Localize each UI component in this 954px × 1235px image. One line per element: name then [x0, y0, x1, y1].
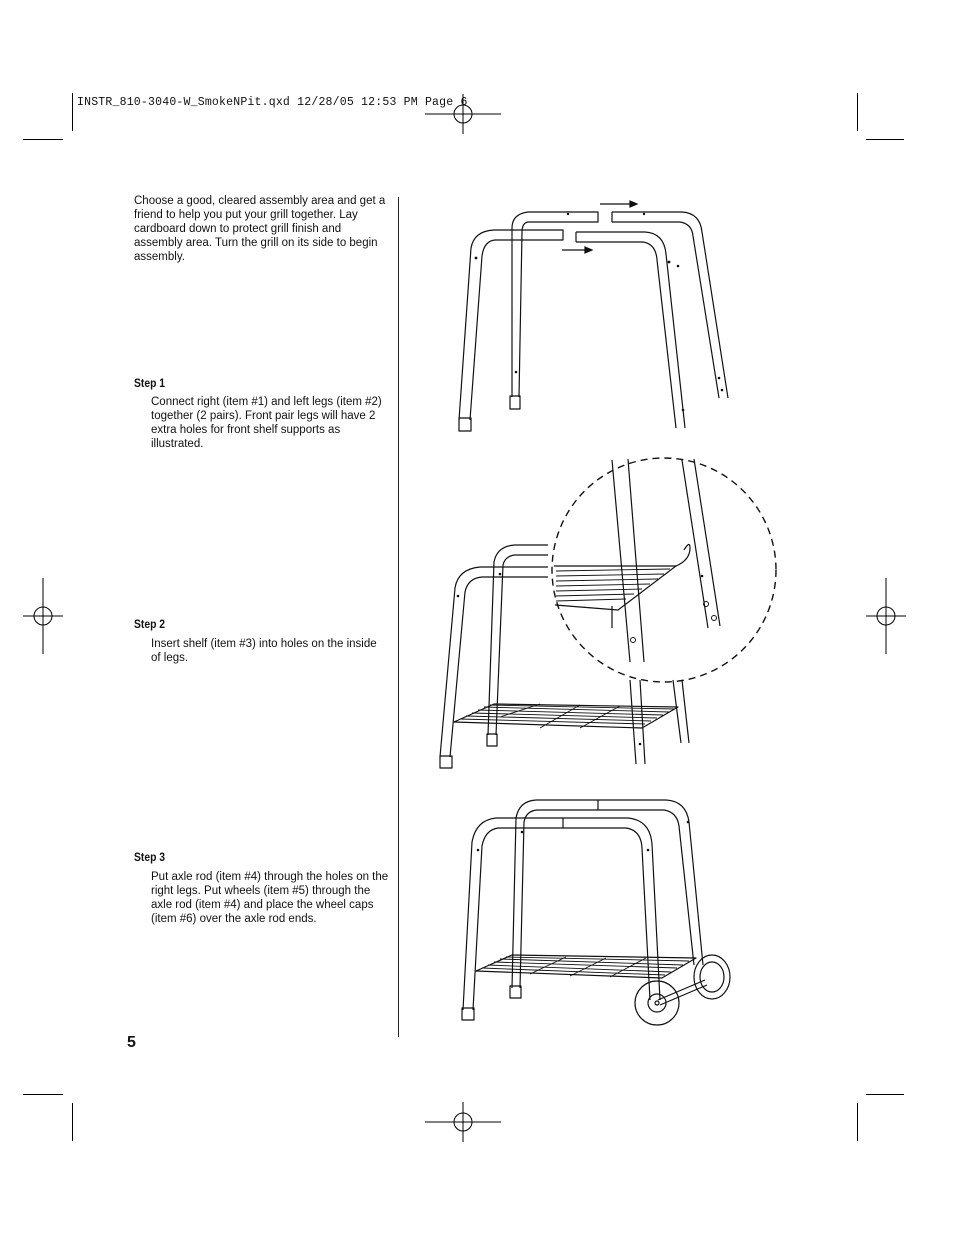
registration-mark-icon: [23, 578, 63, 654]
crop-mark: [23, 1094, 63, 1095]
step-2-heading: Step 2: [134, 619, 166, 631]
crop-mark: [72, 93, 73, 131]
leg-frame-assembly-illustration: [440, 190, 750, 440]
crop-mark: [866, 139, 904, 140]
step-1-text: Connect right (item #1) and left legs (item #2) together (2 pairs). Front pair legs will have 2 extra holes for front shelf supports as illustrated.: [151, 396, 382, 450]
file-slug: INSTR_810-3040-W_SmokeNPit.qxd 12/28/05 12:53 PM Page 6: [77, 96, 468, 109]
crop-mark: [857, 1103, 858, 1141]
step-2-text: Insert shelf (item #3) into holes on the inside of legs.: [151, 638, 377, 664]
registration-mark-icon: [866, 578, 906, 654]
wheel-axle-assembly-illustration: [450, 790, 750, 1030]
crop-mark: [72, 1103, 73, 1141]
step-3-text: Put axle rod (item #4) through the holes on the right legs. Put wheels (item #5) through the axle rod (item #4) and place the wheel caps (item #6) over the axle rod ends.: [151, 871, 389, 925]
column-divider: [398, 197, 399, 1037]
shelf-insertion-illustration: [430, 450, 790, 780]
crop-mark: [866, 1094, 904, 1095]
registration-mark-icon: [425, 1102, 501, 1142]
step-3-heading: Step 3: [134, 852, 166, 864]
page-number: 5: [127, 1034, 136, 1051]
intro-paragraph: Choose a good, cleared assembly area and get a friend to help you put your grill together. Lay cardboard down to protect grill finish and assembly area. Turn the grill on its side to begin assembly.: [134, 195, 386, 263]
crop-mark: [23, 139, 63, 140]
crop-mark: [857, 93, 858, 131]
step-1-heading: Step 1: [134, 378, 166, 390]
